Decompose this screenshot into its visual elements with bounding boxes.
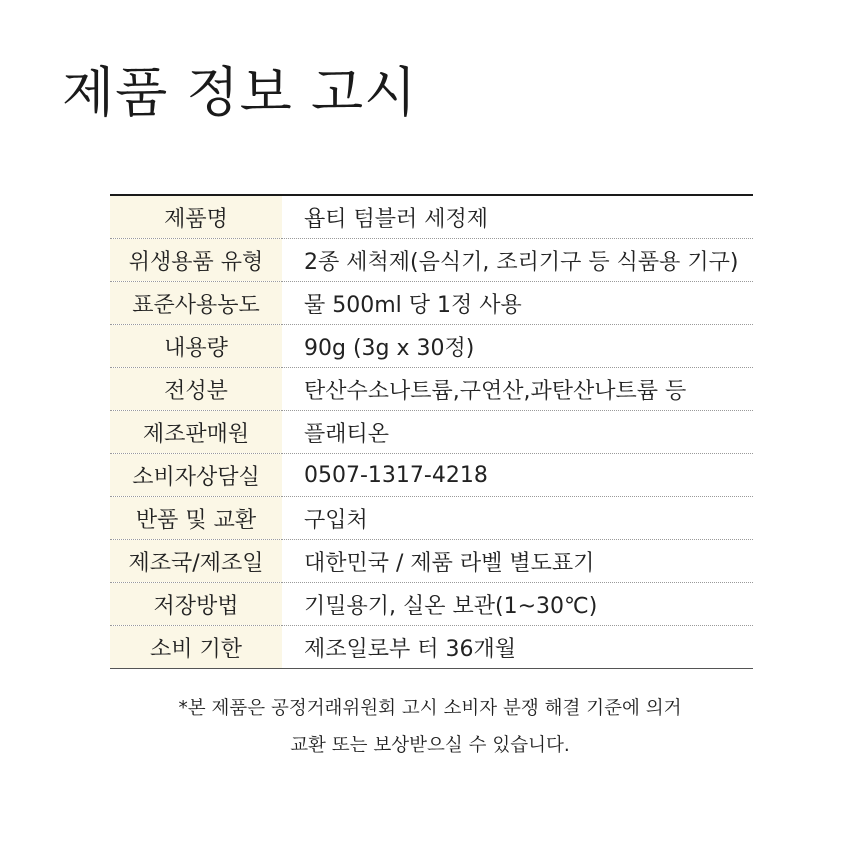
notice-line-1: *본 제품은 공정거래위원회 고시 소비자 분쟁 해결 기준에 의거 <box>178 698 682 719</box>
row-label: 반품 및 교환 <box>110 497 282 540</box>
legal-notice <box>0 690 860 764</box>
row-label: 제품명 <box>110 195 282 239</box>
table-row <box>110 540 753 583</box>
row-value: 90g (3g x 30정) <box>282 325 753 368</box>
row-label: 소비자상담실 <box>110 454 282 497</box>
row-label: 위생용품 유형 <box>110 239 282 282</box>
table-row <box>110 411 753 454</box>
row-value: 0507-1317-4218 <box>282 454 753 497</box>
row-label: 제조국/제조일 <box>110 540 282 583</box>
table-row <box>110 497 753 540</box>
row-value: 구입처 <box>282 497 753 540</box>
table-row <box>110 583 753 626</box>
row-label: 표준사용농도 <box>110 282 282 325</box>
row-value: 플래티온 <box>282 411 753 454</box>
row-value: 욥티 텀블러 세정제 <box>282 195 753 239</box>
row-label: 제조판매원 <box>110 411 282 454</box>
product-info-table <box>110 194 753 669</box>
row-value: 대한민국 / 제품 라벨 별도표기 <box>282 540 753 583</box>
notice-line-2: 교환 또는 보상받으실 수 있습니다. <box>290 735 570 756</box>
table-row <box>110 626 753 669</box>
row-value: 물 500ml 당 1정 사용 <box>282 282 753 325</box>
table-row <box>110 282 753 325</box>
table-row <box>110 239 753 282</box>
row-value: 탄산수소나트륨,구연산,과탄산나트륨 등 <box>282 368 753 411</box>
table-row <box>110 325 753 368</box>
page-title: 제품 정보 고시 <box>62 61 418 124</box>
row-label: 저장방법 <box>110 583 282 626</box>
row-value: 제조일로부 터 36개월 <box>282 626 753 669</box>
table-row <box>110 368 753 411</box>
row-value: 2종 세척제(음식기, 조리기구 등 식품용 기구) <box>282 239 753 282</box>
table-row <box>110 195 753 239</box>
row-label: 소비 기한 <box>110 626 282 669</box>
table-row <box>110 454 753 497</box>
row-label: 전성분 <box>110 368 282 411</box>
row-label: 내용량 <box>110 325 282 368</box>
row-value: 기밀용기, 실온 보관(1~30℃) <box>282 583 753 626</box>
